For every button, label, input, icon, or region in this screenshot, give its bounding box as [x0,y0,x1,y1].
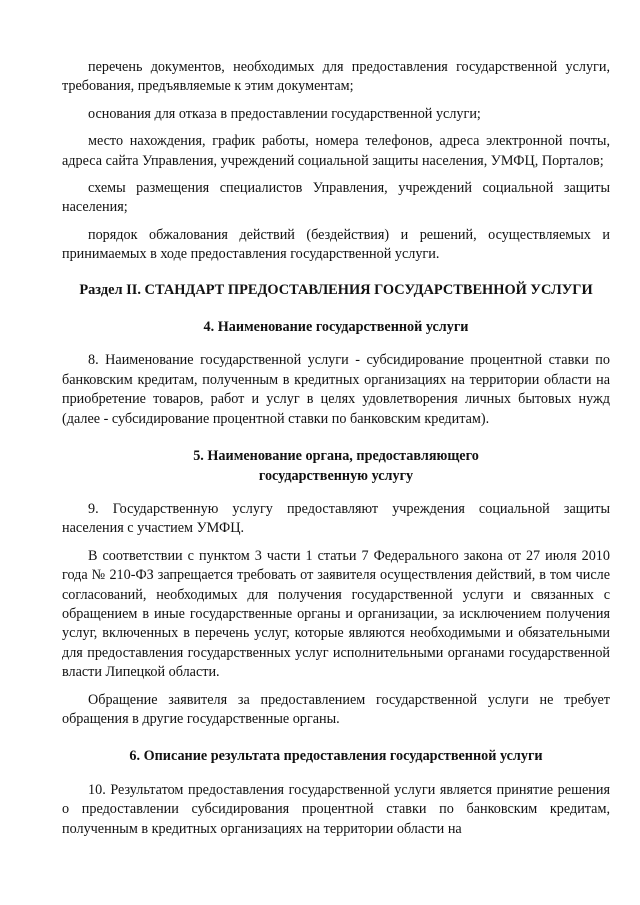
paragraph-refusal-grounds: основания для отказа в предоставлении государственной услуги; [88,105,481,122]
paragraph-9-appeal: Обращение заявителя за предоставлением государственной услуги не требует обращения в другие государственные органы. [62,691,610,727]
paragraph-placement-schemes: схемы размещения специалистов Управления, учреждений социальной защиты населения; [62,180,610,216]
paragraph-10: 10. Результатом предоставления государственной услуги является принятие решения о предоставлении субсидирования процентной ставки по банковским кредитам, полученным в кредитных организациях на территории области на [62,781,610,837]
heading-providing-authority [62,447,610,486]
paragraph-9-law: В соответствии с пунктом 3 части 1 статьи 7 Федерального закона от 27 июля 2010 года № 210-ФЗ запрещается требовать от заявителя осуществления действий, в том числе согласований, необходимых для получения государственной услуги и связанных с обращением в иные государственные органы и организации, за исключением получения услуг, включенных в перечень услуг, которые являются необходимыми и обязательными для предоставления государственных услуг исполнительными органами государственной власти Липецкой области. [62,547,610,681]
heading-service-name: 4. Наименование государственной услуги [203,319,469,336]
paragraph-location-info: место нахождения, график работы, номера телефонов, адреса электронной почты, адреса сайта Управления, учреждений социальной защиты населения, УМФЦ, Порталов; [62,133,610,169]
heading-providing-authority-line2: государственную услугу [258,467,414,484]
paragraph-documents-list: перечень документов, необходимых для предоставления государственной услуги, требования, предъявляемые к этим документам; [62,59,610,95]
section-title: Раздел II. СТАНДАРТ ПРЕДОСТАВЛЕНИЯ ГОСУДАРСТВЕННОЙ УСЛУГИ [79,281,593,298]
heading-service-result: 6. Описание результата предоставления государственной услуги [129,748,543,765]
paragraph-8: 8. Наименование государственной услуги - субсидирование процентной ставки по банковским кредитам, полученным в кредитных организациях на территории области на приобретение товаров, работ и услуг в целях удовлетворения личных бытовых нужд (далее - субсидирование процентной ставки по банковским кредитам). [62,352,610,427]
paragraph-appeal-procedure: порядок обжалования действий (бездействия) и решений, осуществляемых и принимаемых в ходе предоставления государственной услуги. [62,226,610,263]
paragraph-9: 9. Государственную услугу предоставляют учреждения социальной защиты населения с участием УМФЦ. [62,500,610,537]
heading-providing-authority-line1: 5. Наименование органа, предоставляющего [193,448,479,465]
